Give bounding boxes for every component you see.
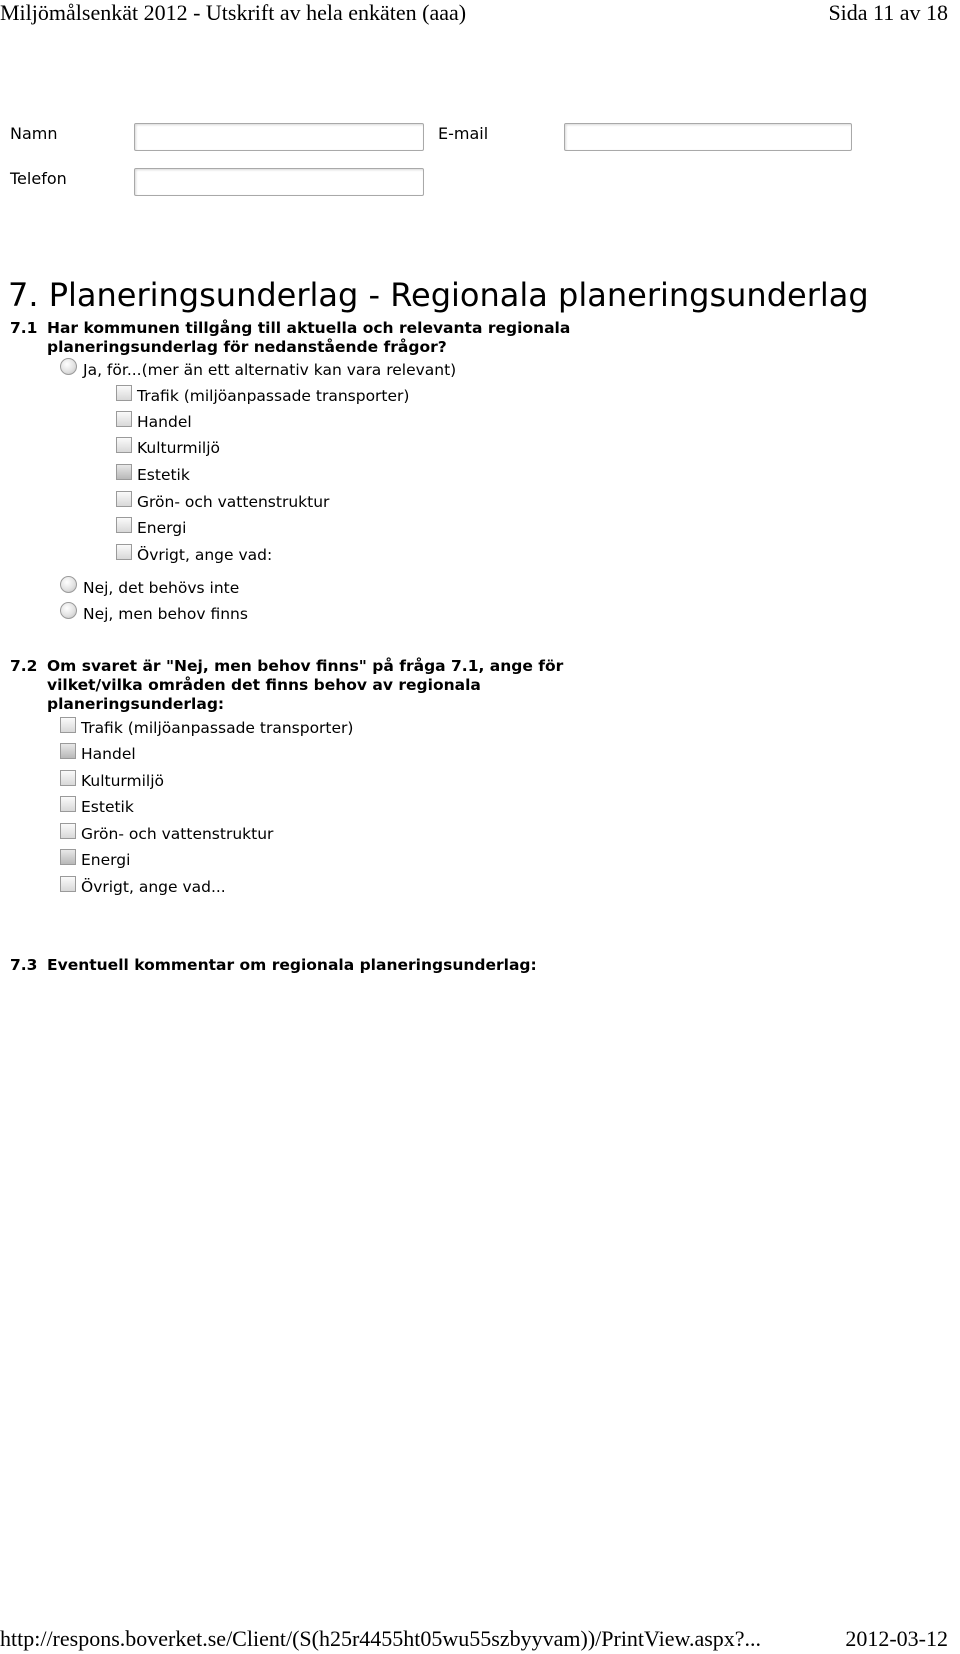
- checkbox[interactable]: [116, 411, 132, 427]
- radio-option-no-label: Nej, det behövs inte: [83, 579, 240, 597]
- checkbox-option[interactable]: [60, 825, 273, 843]
- checkbox[interactable]: [116, 544, 132, 560]
- question-7-2-text-line3: planeringsunderlag:: [47, 695, 225, 713]
- phone-field[interactable]: [134, 168, 424, 196]
- checkbox[interactable]: [60, 849, 76, 865]
- checkbox-option[interactable]: [116, 413, 192, 431]
- checkbox-option-label: Kulturmiljö: [137, 439, 221, 457]
- checkbox-option-label: Energi: [137, 519, 187, 537]
- checkbox[interactable]: [60, 770, 76, 786]
- radio-option-no-need[interactable]: [60, 605, 248, 623]
- checkbox-option[interactable]: [116, 519, 186, 537]
- name-label: Namn: [10, 124, 58, 143]
- checkbox-option-label: Estetik: [137, 466, 190, 484]
- checkbox[interactable]: [116, 464, 132, 480]
- radio-option-yes[interactable]: [60, 361, 456, 379]
- radio-button[interactable]: [60, 602, 77, 619]
- checkbox[interactable]: [116, 385, 132, 401]
- question-7-1-number: 7.1: [10, 319, 38, 337]
- checkbox-option-label: Övrigt, ange vad...: [81, 878, 226, 896]
- question-7-1-text-line1: Har kommunen tillgång till aktuella och relevanta regionala: [47, 319, 571, 337]
- checkbox-option-label: Energi: [81, 851, 131, 869]
- checkbox-option-label: Övrigt, ange vad:: [137, 546, 273, 564]
- checkbox-option[interactable]: [60, 719, 353, 737]
- checkbox-option[interactable]: [60, 878, 226, 896]
- checkbox-option[interactable]: [116, 493, 329, 511]
- email-field[interactable]: [564, 123, 852, 151]
- radio-option-no-need-label: Nej, men behov finns: [83, 605, 248, 623]
- checkbox-option[interactable]: [116, 466, 190, 484]
- question-7-3-text: Eventuell kommentar om regionala planeringsunderlag:: [47, 956, 537, 974]
- question-7-2-text-line2: vilket/vilka områden det finns behov av regionala: [47, 676, 481, 694]
- page-number: Sida 11 av 18: [828, 0, 948, 25]
- radio-button[interactable]: [60, 358, 77, 375]
- document-title: Miljömålsenkät 2012 - Utskrift av hela enkäten (aaa): [0, 0, 467, 25]
- checkbox[interactable]: [60, 796, 76, 812]
- checkbox-option-label: Estetik: [81, 798, 134, 816]
- checkbox-option-label: Grön- och vattenstruktur: [81, 825, 274, 843]
- checkbox[interactable]: [60, 823, 76, 839]
- checkbox-option-label: Handel: [81, 745, 136, 763]
- question-7-2-text-line1: Om svaret är "Nej, men behov finns" på fråga 7.1, ange för: [47, 657, 564, 675]
- footer-date: 2012-03-12: [845, 1626, 948, 1651]
- checkbox[interactable]: [60, 717, 76, 733]
- checkbox[interactable]: [60, 876, 76, 892]
- checkbox-option-label: Grön- och vattenstruktur: [137, 493, 330, 511]
- checkbox-option[interactable]: [60, 772, 164, 790]
- checkbox-option[interactable]: [60, 798, 134, 816]
- checkbox-option-label: Kulturmiljö: [81, 772, 165, 790]
- question-7-2-number: 7.2: [10, 657, 38, 675]
- question-7-3-number: 7.3: [10, 956, 38, 974]
- checkbox-option[interactable]: [60, 745, 136, 763]
- checkbox-option[interactable]: [116, 546, 272, 564]
- checkbox-option[interactable]: [60, 851, 130, 869]
- footer-url: http://respons.boverket.se/Client/(S(h25r4455ht05wu55szbyyvam))/PrintView.aspx?...: [0, 1626, 762, 1651]
- checkbox-option-label: Trafik (miljöanpassade transporter): [81, 719, 354, 737]
- checkbox[interactable]: [116, 517, 132, 533]
- checkbox-option[interactable]: [116, 439, 220, 457]
- question-7-1-text-line2: planeringsunderlag för nedanstående frågor?: [47, 338, 447, 356]
- phone-label: Telefon: [10, 169, 67, 188]
- radio-option-no[interactable]: [60, 579, 239, 597]
- checkbox[interactable]: [60, 743, 76, 759]
- radio-option-yes-label: Ja, för...(mer än ett alternativ kan vara relevant): [83, 361, 457, 379]
- checkbox-option[interactable]: [116, 387, 409, 405]
- checkbox[interactable]: [116, 491, 132, 507]
- checkbox-option-label: Trafik (miljöanpassade transporter): [137, 387, 410, 405]
- checkbox[interactable]: [116, 437, 132, 453]
- section-title: 7. Planeringsunderlag - Regionala planeringsunderlag: [8, 276, 869, 314]
- name-field[interactable]: [134, 123, 424, 151]
- email-label: E-mail: [438, 124, 489, 143]
- checkbox-option-label: Handel: [137, 413, 192, 431]
- radio-button[interactable]: [60, 576, 77, 593]
